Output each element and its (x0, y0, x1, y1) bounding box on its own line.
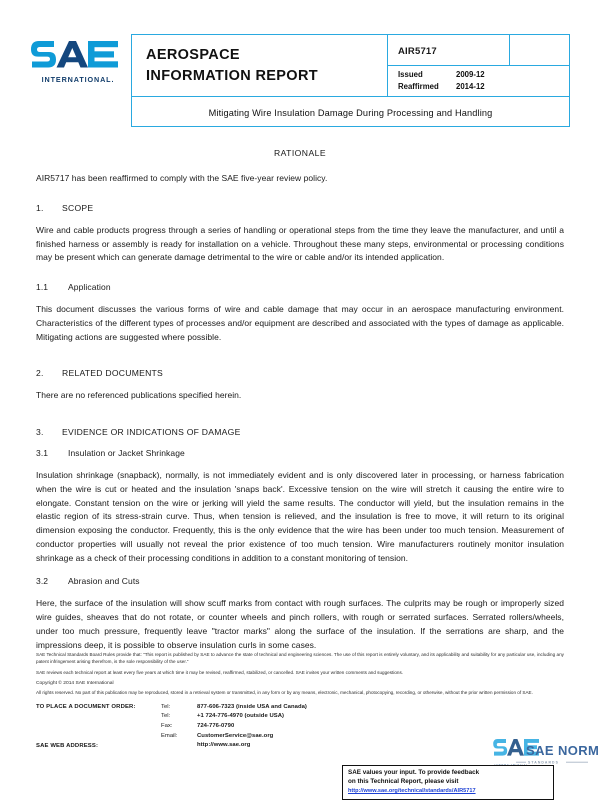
section-number-1: 1. (36, 202, 44, 213)
doc-number: AIR5717 (398, 46, 437, 57)
sae-logo-icon (28, 38, 124, 72)
contact-key (161, 741, 197, 751)
contact-row-tel-intl (161, 712, 307, 722)
contact-web-value[interactable]: http://www.sae.org (197, 742, 251, 749)
feedback-link[interactable]: http://www.sae.org/technical/standards/AIR5717 (348, 787, 476, 794)
section-2-paragraph-1: There are no referenced publications specified herein. (36, 390, 242, 401)
subsection-heading-3-1 (36, 448, 564, 458)
subsection-1-1-paragraph-1: This document discusses the various forms of wire and cable damage that may occur in an aerospace manufacturing environment. Characteristics of the different types of processes and/or equipment are described and associated with the types of damage as applicable. Mitigating actions are suggested where possible. (36, 304, 564, 342)
contact-value: 877-606-7323 (inside USA and Canada) (197, 703, 307, 710)
reaffirmed-value: 2014-12 (456, 81, 485, 91)
doc-type-line1: AEROSPACE (146, 46, 240, 63)
subsection-3-2-paragraph-1: Here, the surface of the insulation will show scuff marks from contact with rough surfaces. The culprits may be rough or improperly sized wire guides, sheaves that do not rotate, or counter wheels and pinch rollers, with rough or serrated surfaces. Serrated rollers/wheels, under too much pressure, frequently leave "tractor marks" along the surface of the insulation. If the serrations are sharp, and the impressions deep, it is possible to observe insulation curls in some cases. (36, 598, 564, 650)
header-row-subtitle (132, 97, 570, 127)
document-body (36, 148, 564, 653)
sae-logo (28, 38, 128, 84)
doc-type-cell (132, 35, 388, 97)
rationale-heading: RATIONALE (273, 148, 327, 158)
document-header (0, 34, 600, 138)
doc-number-cell (388, 35, 510, 66)
subsection-3-1-paragraph-1: Insulation shrinkage (snapback), normally, is not immediately evident and is only discovered later in processing, or harness fabrication when the wire is cut or heated and the insulation 'snaps back'. Excessive tension on the wire will stretch it causing the entire wire to elongate. Constant tension on the wire or jerking will yield the same results. The conductor will yield, but the insulation remains in the elastic region of its stress-strain curve. Thus, when tension is relieved, and the insulation is free to move, it will return to its original dimension exposing the conductor. Frequently, this is the only evidence that the wire has been under too much tension. Measurement of conductor properties will usually not reveal the prior existence of too much tension. Wire manufacturers routinely monitor insulation shrinkage as a check of their processing conditions in addition to a constant monitoring of tension. (36, 470, 564, 563)
feedback-callout (342, 765, 554, 800)
order-label: TO PLACE A DOCUMENT ORDER: (36, 703, 136, 710)
footer-rights: All rights reserved. No part of this publication may be reproduced, stored in a retrieval system or transmitted, in any form or by any means, electronic, mechanical, photocopying, recording, or otherwise, without the prior written permission of SAE. (36, 689, 533, 695)
section-number-3: 3. (36, 427, 44, 438)
contact-row-email (161, 732, 307, 742)
subtitle-cell (132, 97, 570, 127)
contact-email-value[interactable]: CustomerService@sae.org (197, 732, 274, 739)
contact-key: Tel: (161, 703, 171, 710)
feedback-line-1: SAE values your input. To provide feedback (348, 768, 480, 776)
contact-key: Fax: (161, 723, 173, 729)
feedback-line-2: on this Technical Report, please visit (348, 777, 459, 785)
footer-contact-list (161, 703, 307, 751)
contact-key: Email: (161, 732, 178, 739)
rationale-text: AIR5717 has been reaffirmed to comply with the SAE five-year review policy. (36, 173, 328, 183)
reaffirmed-label: Reaffirmed (398, 81, 439, 91)
contact-value: +1 724-776-4970 (outside USA) (197, 713, 285, 720)
section-number-2: 2. (36, 368, 44, 379)
contact-row-web (161, 741, 307, 751)
revision-cell (510, 35, 570, 66)
contact-key: Tel: (161, 713, 171, 720)
subsection-title-1-1: Application (68, 282, 111, 293)
document-footer (36, 652, 564, 794)
section-heading-3 (36, 427, 564, 437)
footer-order-block (36, 703, 564, 794)
footer-legal-2: SAE reviews each technical report at least every five years at which time it may be revised, reaffirmed, stabilized, or cancelled. SAE invites your written comments and suggestions. (36, 669, 404, 675)
subsection-heading-3-2 (36, 576, 564, 586)
footer-copyright: Copyright © 2014 SAE International (36, 680, 114, 686)
subsection-number-3-1: 3.1 (36, 448, 49, 459)
subsection-title-3-2: Abrasion and Cuts (68, 576, 140, 587)
subsection-title-3-1: Insulation or Jacket Shrinkage (68, 448, 185, 459)
contact-row-fax (161, 722, 307, 732)
subsection-number-3-2: 3.2 (36, 576, 49, 587)
subsection-number-1-1: 1.1 (36, 282, 49, 293)
contact-row-tel-usa (161, 703, 307, 713)
section-title-3: EVIDENCE OR INDICATIONS OF DAMAGE (62, 427, 241, 438)
contact-value: 724-776-0790 (197, 723, 235, 729)
dates-cell (388, 66, 570, 97)
section-title-1: SCOPE (62, 202, 94, 213)
section-heading-2 (36, 368, 564, 378)
section-heading-1 (36, 203, 564, 213)
issued-value: 2009-12 (456, 70, 485, 79)
header-table (131, 34, 570, 127)
footer-legal-1: SAE Technical Standards Board Rules provide that: “This report is published by SAE to advance the state of technical and engineering sciences. The use of this report is entirely voluntary, and its applicability and suitability for any particular use, including any patent infringement arising therefrom, is the sole responsibility of the user.” (36, 652, 564, 664)
section-1-paragraph-1: Wire and cable products progress through a series of handling or operational steps from the time they leave the manufacturer, and until a finished harness or assembly is ready for installation on a vehicle. Throughout these many steps, environmental or processing conditions may be present which can generate damage detrimental to the wire or cable and/or its intended application. (36, 224, 564, 263)
svg-text:SAE NORM: SAE NORM (526, 743, 600, 758)
issued-label: Issued (398, 70, 423, 79)
svg-text:STANDARDS: STANDARDS (528, 760, 559, 765)
section-title-2: RELATED DOCUMENTS (62, 368, 164, 379)
document-subtitle: Mitigating Wire Insulation Damage During Processing and Handling (208, 107, 493, 118)
doc-type-line2: INFORMATION REPORT (146, 67, 318, 84)
header-row-main (132, 35, 570, 66)
sae-logo-subtext: INTERNATIONAL. (41, 75, 115, 84)
web-address-label: SAE WEB ADDRESS: (36, 742, 99, 749)
subsection-heading-1-1 (36, 282, 564, 292)
